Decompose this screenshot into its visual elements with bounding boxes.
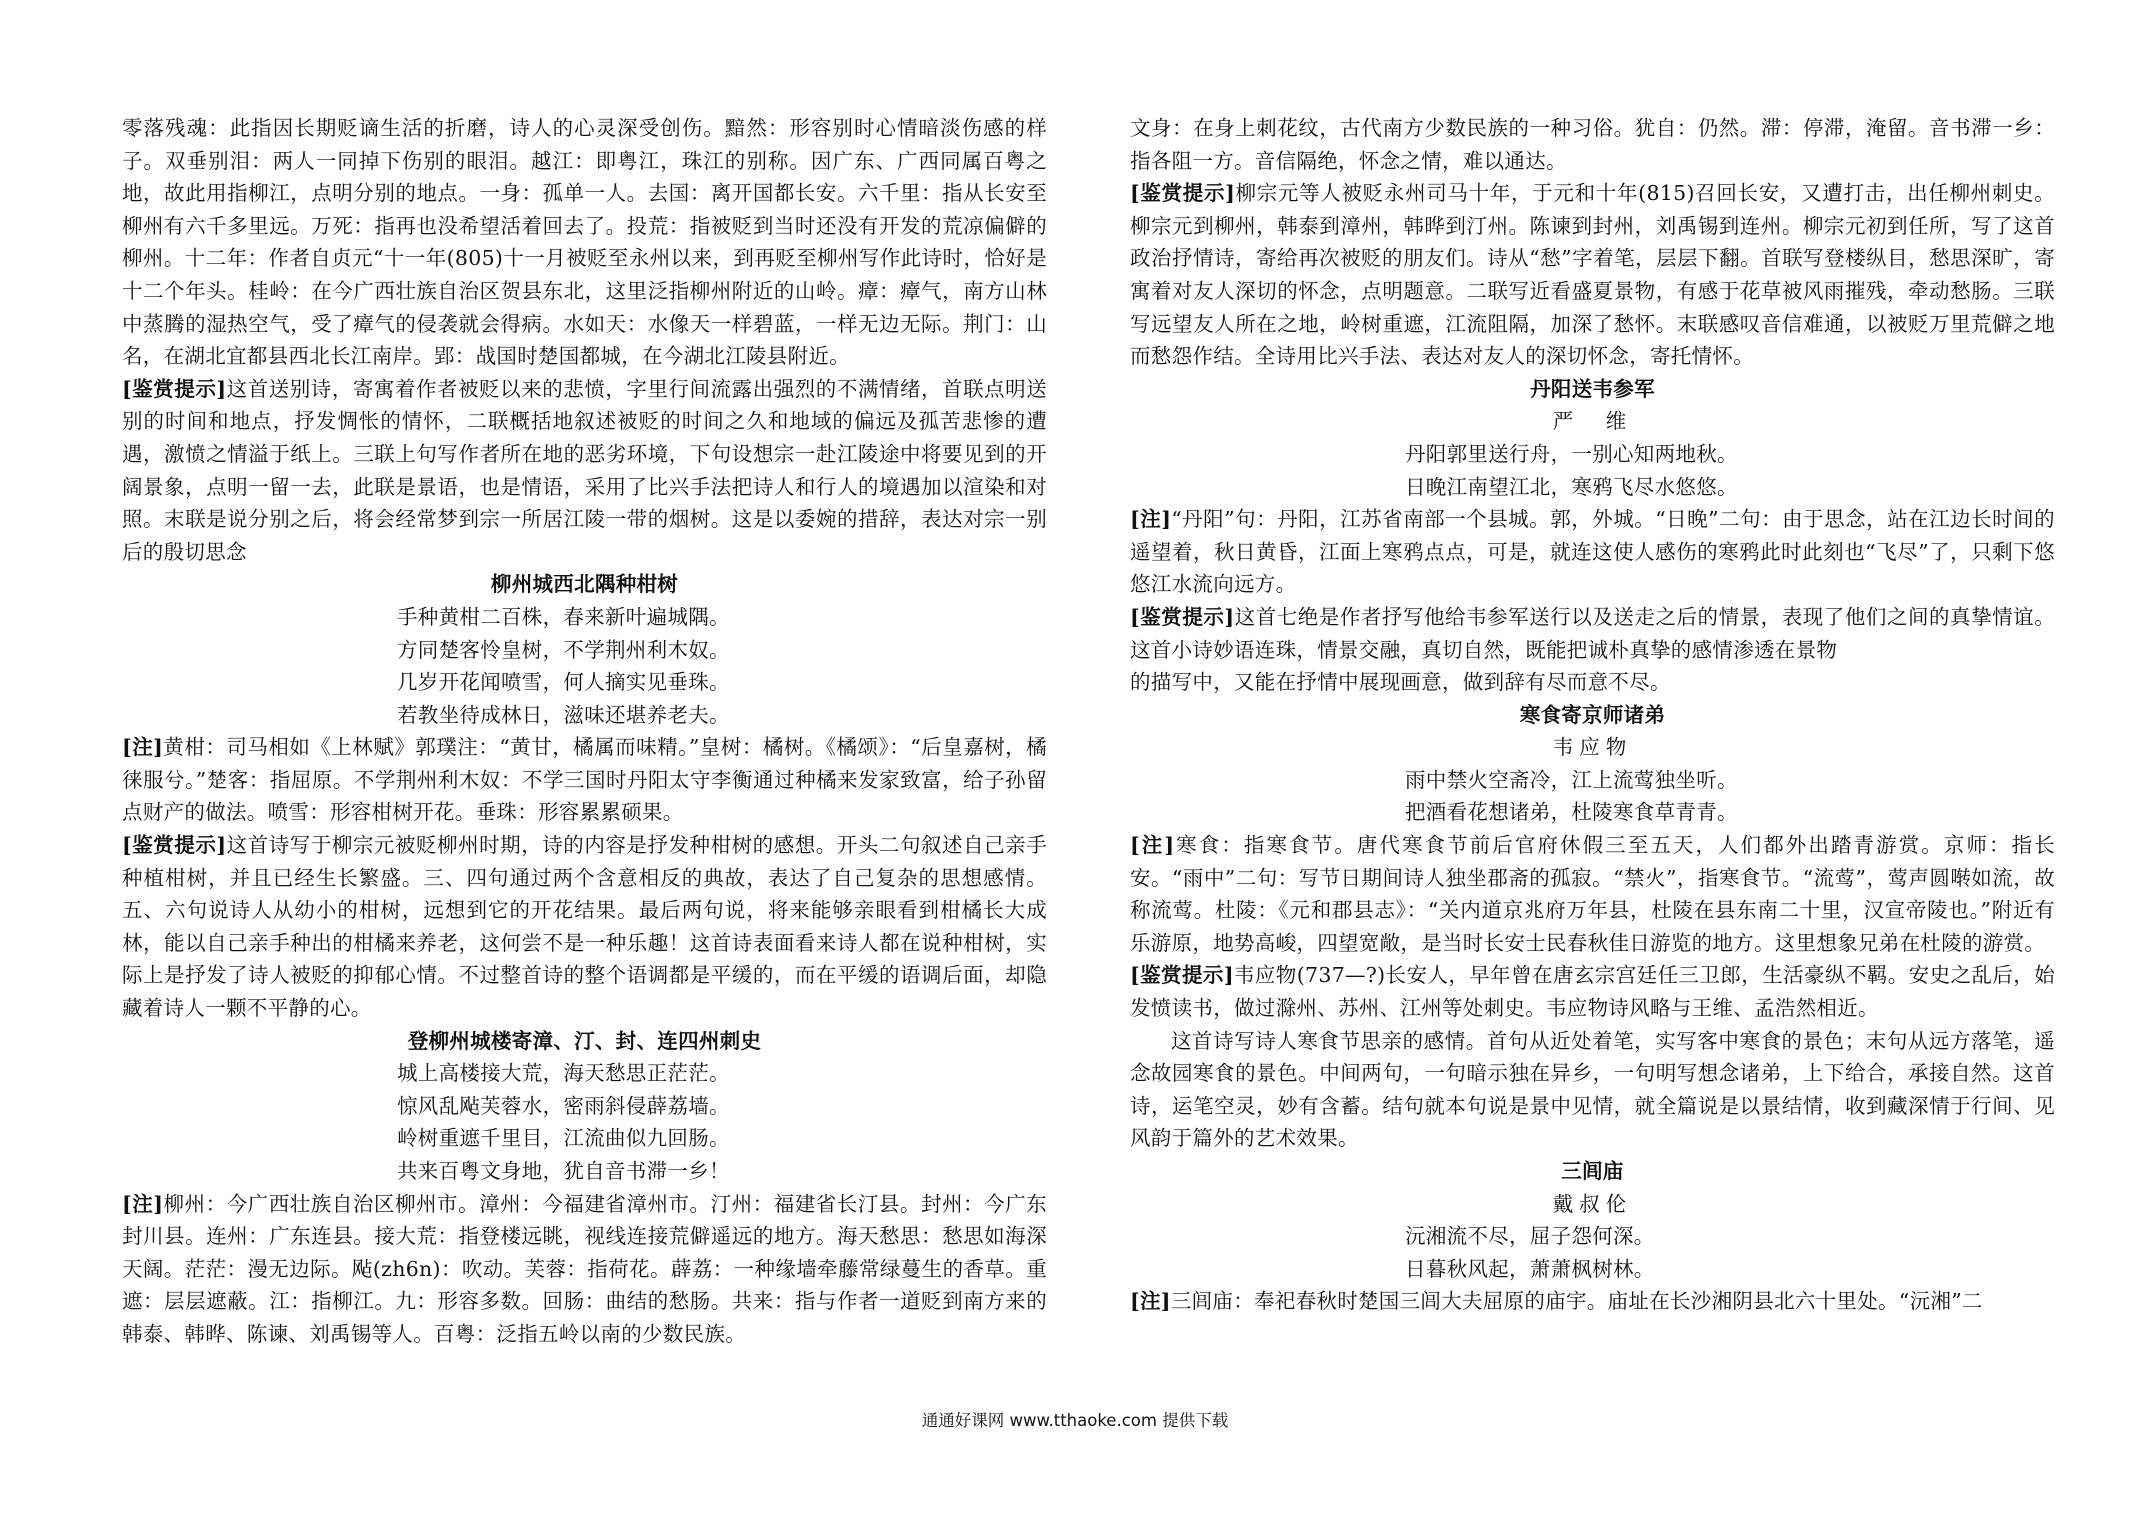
note-continued: 零落残魂：此指因长期贬谪生活的折磨，诗人的心灵深受创伤。黯然：形容别时心情暗淡伤感的样子。双垂别泪：两人一同掉下伤别的眼泪。越江：即粤江，珠江的别称。因广东、广西同属百粤之地，故此用指柳江，点明分别的地点。一身：孤单一人。去国：离开国都长安。六千里：指从长安至柳州有六千多里远。万死：指再也没希望活着回去了。投荒：指被贬到当时还没有开发的荒凉偏僻的柳州。十二年：作者自贞元“十一年(805)十一月被贬至永州以来，到再贬至柳州写作此诗时，恰好是十二个年头。桂岭：在今广西壮族自治区贺县东北，这里泛指柳州附近的山岭。瘴：瘴气，南方山林中蒸腾的湿热空气，受了瘴气的侵袭就会得病。水如天：水像天一样碧蓝，一样无边无际。荆门：山名，在湖北宜都县西北长江南岸。郢：战国时楚国都城，在今湖北江陵县附近。	[122, 116, 1047, 369]
poem-title: 丹阳送韦参军	[1530, 376, 1655, 401]
annotation-tag: [注]	[1130, 833, 1175, 858]
appreciation-note	[122, 373, 1047, 569]
appreciation-tag: [鉴赏提示]	[122, 376, 227, 401]
annotation-tag: [注]	[122, 735, 164, 760]
poem-line: 若教坐待成林日，滋味还堪养老夫。	[397, 702, 730, 727]
note-continued: 文身：在身上刺花纹，古代南方少数民族的一种习俗。犹自：仍然。滞：停滞，淹留。音书滞一乡：指各阻一方。音信隔绝，怀念之情，难以通达。	[1130, 116, 2055, 173]
appreciation-text: 柳宗元等人被贬永州司马十年，于元和十年(815)召回长安，又遭打击，出任柳州刺史。柳宗元到柳州，韩泰到漳州，韩晔到汀州。陈谏到封州，刘禹锡到连州。柳宗元初到任所，写了这首政治抒情诗，寄给再次被贬的朋友们。诗从“愁”字着笔，层层下翻。首联写登楼纵目，愁思深旷，寄寓着对友人深切的怀念，点明题意。二联写近看盛夏景物，有感于花草被风雨摧残，牵动愁肠。三联写远望友人所在之地，岭树重遮，江流阻隔，加深了愁怀。末联感叹音信难通，以被贬万里荒僻之地而愁怨作结。全诗用比兴手法、表达对友人的深切怀念，寄托情怀。	[1130, 181, 2056, 369]
annotation-tag: [注]	[122, 1191, 164, 1216]
poem-author: 严 维	[1552, 409, 1633, 434]
annotation	[1130, 1285, 2055, 1318]
appreciation-note	[1130, 177, 2055, 373]
appreciation-text: 这首七绝是作者抒写他给韦参军送行以及送走之后的情景，表现了他们之间的真挚情谊。这首小诗妙语连珠，情景交融，真切自然，既能把诚朴真挚的感情渗透在景物	[1130, 604, 2055, 662]
annotation	[1130, 503, 2055, 601]
appreciation-text: 这首诗写于柳宗元被贬柳州时期，诗的内容是抒发种柑树的感想。开头二句叙述自己亲手种植柑树，并且已经生长繁盛。三、四句通过两个含意相反的典故，表达了自己复杂的思想感情。五、六句说诗人从幼小的柑树，远想到它的开花结果。最后两句说，将来能够亲眼看到柑橘长大成林，能以自己亲手种出的柑橘来养老，这何尝不是一种乐趣！这首诗表面看来诗人都在说种柑树，实际上是抒发了诗人被贬的抑郁心情。不过整首诗的整个语调都是平缓的，而在平缓的语调后面，却隐藏着诗人一颗不平静的心。	[122, 833, 1047, 1021]
annotation-text: 三闾庙：奉祀春秋时楚国三闾大夫屈原的庙宇。庙址在长沙湘阴县北六十里处。“沅湘”二	[1170, 1289, 1983, 1314]
annotation	[122, 1188, 1047, 1351]
appreciation-paragraph: 这首诗写诗人寒食节思亲的感情。首句从近处着笔，实写客中寒食的景色；末句从远方落笔，遥念故园寒食的景色。中间两句，一句暗示独在异乡，一句明写想念诸弟，上下给合，承接自然。这首诗，运笔空灵，妙有含蓄。结句就本句说是景中见情，就全篇说是以景结情，收到藏深情于行间、见风韵于篇外的艺术效果。	[1130, 1028, 2055, 1151]
appreciation-continued: 的描写中，又能在抒情中展现画意，做到辞有尽而意不尽。	[1130, 670, 1671, 695]
left-column	[122, 112, 1047, 1351]
page-footer: 通通好课网 www.tthaoke.com 提供下载	[921, 1411, 1229, 1430]
annotation-text: “丹阳”句：丹阳，江苏省南部一个县城。郭，外城。“日晚”二句：由于思念，站在江边长时间的遥望着，秋日黄昏，江面上寒鸦点点，可是，就连这使人感伤的寒鸦此时此刻也“飞尽”了，只剩下悠悠江水流向远方。	[1130, 507, 2055, 597]
annotation-text: 黄柑：司马相如《上林赋》郭璞注：“黄甘，橘属而味精。”皇树：橘树。《橘颂》：“后皇嘉树，橘徕服兮。”楚客：指屈原。不学荆州利木奴：不学三国时丹阳太守李衡通过种橘来发家致富，给子孙留点财产的做法。喷雪：形容柑树开花。垂珠：形容累累硕果。	[122, 735, 1047, 825]
appreciation-note	[1130, 601, 2055, 666]
poem-title: 三闾庙	[1561, 1159, 1624, 1183]
poem-line: 沅湘流不尽，屈子怨何深。	[1405, 1224, 1655, 1249]
poem-line: 方同楚客怜皇树，不学荆州利木奴。	[397, 637, 730, 662]
right-column	[1130, 112, 2055, 1318]
appreciation-text: 这首送别诗，寄寓着作者被贬以来的悲愤，字里行间流露出强烈的不满情绪，首联点明送别的时间和地点，抒发惆怅的情怀，二联概括地叙述被贬的时间之久和地域的偏远及孤苦悲惨的遭遇，激愤之情溢于纸上。三联上句写作者所在地的恶劣环境，下句设想宗一赴江陵途中将要见到的开阔景象，点明一留一去，此联是景语，也是情语，采用了比兴手法把诗人和行人的境遇加以渲染和对照。末联是说分别之后，将会经常梦到宗一所居江陵一带的烟树。这是以委婉的措辞，表达对宗一别后的殷切思念	[122, 376, 1047, 564]
poem-line: 惊风乱飐芙蓉水，密雨斜侵薜荔墙。	[397, 1093, 730, 1118]
poem-line: 丹阳郭里送行舟，一别心知两地秋。	[1405, 441, 1738, 466]
annotation-text: 寒食：指寒食节。唐代寒食节前后官府休假三至五天，人们都外出踏青游赏。京师：指长安。“雨中”二句：写节日期间诗人独坐郡斋的孤寂。“禁火”，指寒食节。“流莺”，莺声圆啭如流，故称流莺。杜陵：《元和郡县志》：“关内道京兆府万年县，杜陵在县东南二十里，汉宣帝陵也。”附近有乐游原，地势高峻，四望宽敞，是当时长安士民春秋佳日游览的地方。这里想象兄弟在杜陵的游赏。	[1130, 833, 2055, 955]
appreciation-note	[1130, 959, 2055, 1024]
annotation	[1130, 829, 2055, 959]
poem-line: 岭树重遮千里目，江流曲似九回肠。	[397, 1126, 730, 1151]
poem-line: 城上高楼接大荒，海天愁思正茫茫。	[397, 1061, 730, 1086]
poem-line: 日暮秋风起，萧萧枫树林。	[1405, 1256, 1655, 1281]
appreciation-tag: [鉴赏提示]	[1130, 604, 1235, 629]
poem-title: 柳州城西北隅种柑树	[490, 572, 679, 597]
poem-line: 手种黄柑二百株，春来新叶遍城隅。	[397, 604, 730, 629]
poem-line: 共来百粤文身地，犹自音书滞一乡！	[397, 1159, 730, 1183]
poem-author: 戴叔伦	[1552, 1191, 1633, 1216]
appreciation-tag: [鉴赏提示]	[122, 833, 227, 858]
poem-line: 几岁开花闻喷雪，何人摘实见垂珠。	[397, 670, 730, 695]
poem-line: 把酒看花想诸弟，杜陵寒食草青青。	[1405, 800, 1738, 825]
poem-line: 日晚江南望江北，寒鸦飞尽水悠悠。	[1405, 474, 1738, 499]
appreciation-note	[122, 829, 1047, 1025]
annotation-text: 柳州：今广西壮族自治区柳州市。漳州：今福建省漳州市。汀州：福建省长汀县。封州：今广东封川县。连州：广东连县。接大荒：指登楼远眺，视线连接荒僻遥远的地方。海天愁思：愁思如海深天阔。茫茫：漫无边际。飐(zh6n)：吹动。芙蓉：指荷花。薜荔：一种缘墙牵藤常绿蔓生的香草。重遮：层层遮蔽。江：指柳江。九：形容多数。回肠：曲结的愁肠。共来：指与作者一道贬到南方来的韩泰、韩晔、陈谏、刘禹锡等人。百粤：泛指五岭以南的少数民族。	[122, 1191, 1047, 1346]
poem-title: 登柳州城楼寄漳、汀、封、连四州刺史	[407, 1028, 762, 1053]
appreciation-tag: [鉴赏提示]	[1130, 963, 1234, 988]
poem-author: 韦应物	[1552, 735, 1633, 760]
appreciation-tag: [鉴赏提示]	[1130, 181, 1236, 206]
annotation-tag: [注]	[1130, 507, 1172, 532]
annotation-tag: [注]	[1130, 1289, 1171, 1314]
annotation	[122, 731, 1047, 829]
poem-line: 雨中禁火空斋冷，江上流莺独坐听。	[1405, 767, 1738, 792]
appreciation-text: 韦应物(737—?)长安人，早年曾在唐玄宗宫廷任三卫郎，生活豪纵不羁。安史之乱后，始发愤读书，做过滁州、苏州、江州等处刺史。韦应物诗风略与王维、孟浩然相近。	[1130, 963, 2055, 1021]
poem-title: 寒食寄京师诸弟	[1519, 702, 1666, 727]
